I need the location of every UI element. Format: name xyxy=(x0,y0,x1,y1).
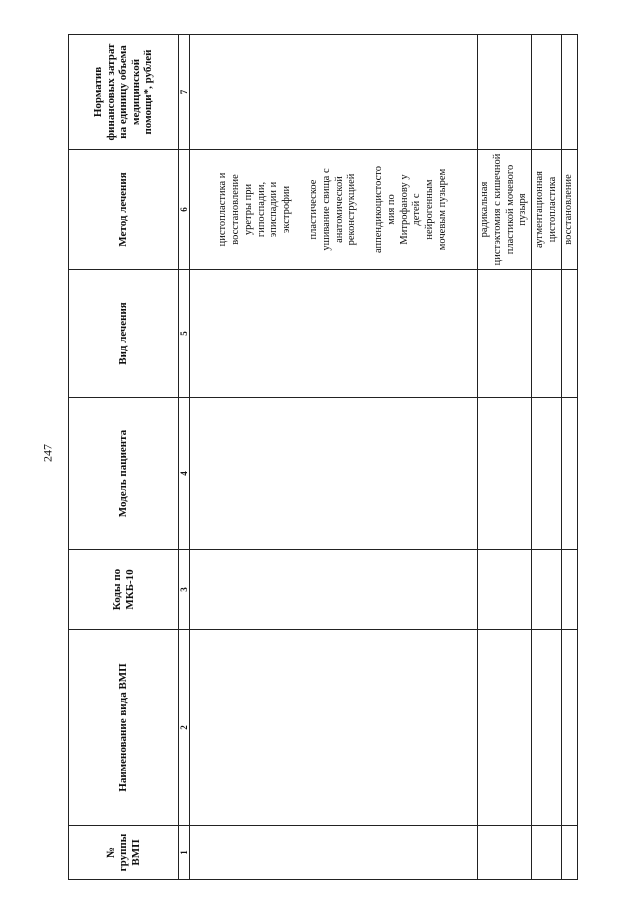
method-cell xyxy=(190,150,478,270)
page-number: 247 xyxy=(40,444,55,462)
method-cell: восстановление xyxy=(562,150,578,270)
method-text: пластическое ушивание свища с анатомической реконструкцией xyxy=(307,168,358,251)
method-cell: аугментационная цистопластика xyxy=(532,150,562,270)
column-number: 5 xyxy=(179,270,190,398)
column-number: 1 xyxy=(179,826,190,880)
header-group-number: № группы ВМП xyxy=(69,826,179,880)
vmp-table xyxy=(68,34,578,880)
method-cell: радикальная цистэктомия с кишечной пластикой мочевого пузыря xyxy=(478,150,532,270)
column-number: 3 xyxy=(179,550,190,630)
header-treatment-method: Метод лечения xyxy=(69,150,179,270)
rotated-table-wrapper xyxy=(68,35,575,880)
header-patient-model: Модель пациента xyxy=(69,398,179,550)
column-number: 4 xyxy=(179,398,190,550)
table-row xyxy=(190,35,478,880)
table-row xyxy=(532,35,562,880)
header-vmp-name: Наименование вида ВМП xyxy=(69,630,179,826)
method-text: цистопластика и восстановление уретры при гипоспадии, эписпадии и экстрофии xyxy=(217,172,293,247)
header-cost-standard: Норматив финансовых затрат на единицу объема медицинской помощи*, рублей xyxy=(69,35,179,150)
column-number: 2 xyxy=(179,630,190,826)
column-number: 6 xyxy=(179,150,190,270)
header-row xyxy=(69,35,179,880)
table-row xyxy=(562,35,578,880)
method-text: аппендикоцистосто мия по Митрофанову у детей с нейрогенным мочевым пузырем xyxy=(373,165,449,254)
column-number-row xyxy=(179,35,190,880)
table-row xyxy=(478,35,532,880)
header-treatment-type: Вид лечения xyxy=(69,270,179,398)
column-number: 7 xyxy=(179,35,190,150)
header-icd-codes: Коды по МКБ-10 xyxy=(69,550,179,630)
